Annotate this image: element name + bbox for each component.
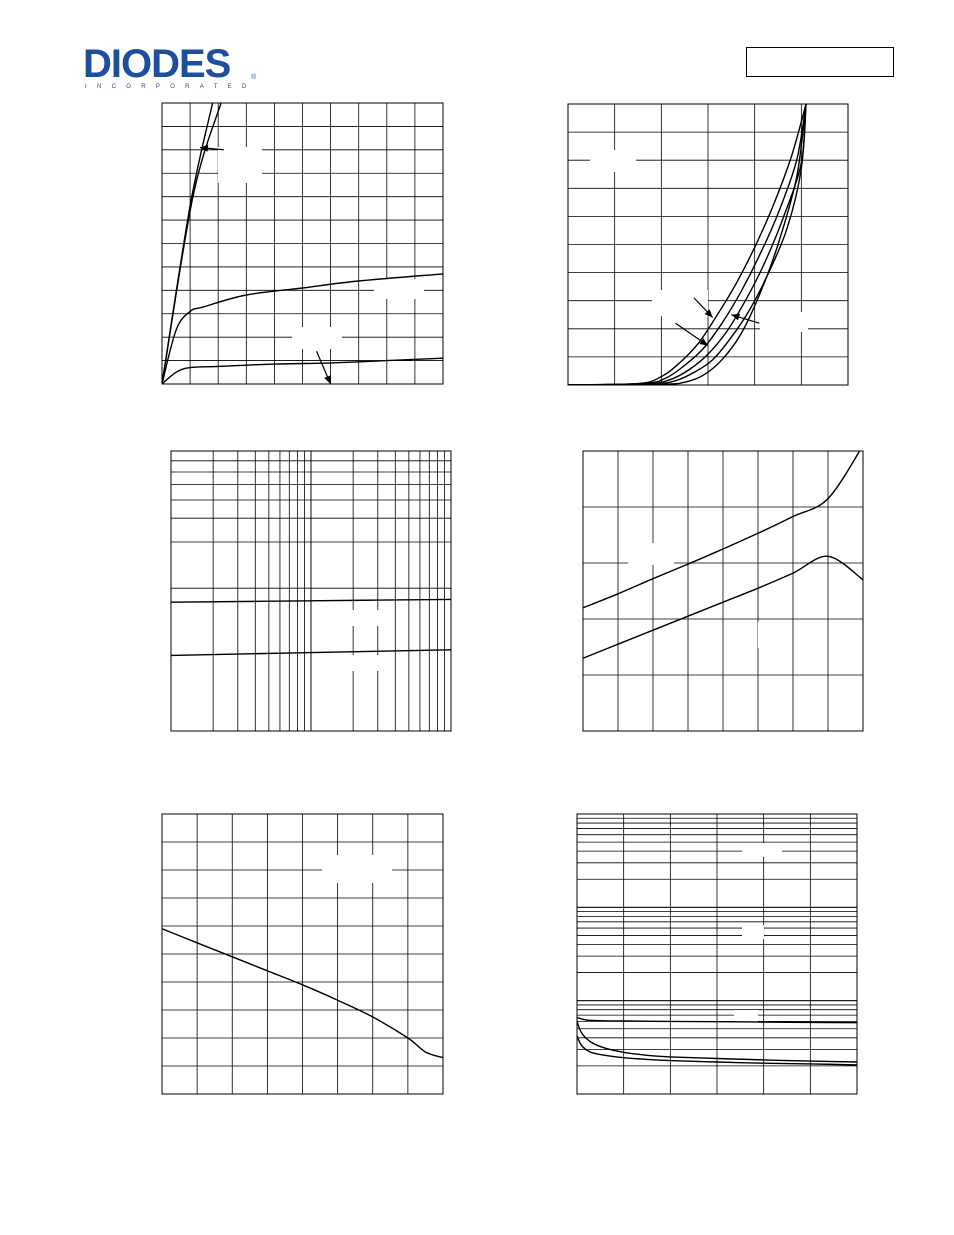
curve-label-area bbox=[352, 610, 380, 626]
curve-label-area bbox=[742, 925, 764, 939]
curve-label-area bbox=[218, 147, 262, 183]
curve-label-area bbox=[292, 327, 342, 349]
arrow-head bbox=[731, 314, 740, 321]
chart-5-grid bbox=[162, 814, 443, 1094]
chart-5 bbox=[162, 814, 443, 1094]
chart-6 bbox=[577, 814, 857, 1094]
curve-label-area bbox=[760, 312, 808, 332]
curve-label-area bbox=[322, 855, 392, 883]
curve-label-area bbox=[352, 655, 380, 671]
chart-3-grid bbox=[171, 451, 451, 731]
curve-label-area bbox=[628, 543, 674, 565]
curve-label-area bbox=[590, 150, 636, 172]
logo-tagline: INCORPORATED bbox=[85, 84, 257, 90]
curve-label-area bbox=[374, 279, 424, 299]
chart-4 bbox=[583, 445, 863, 731]
chart-3 bbox=[171, 451, 451, 731]
logo-registered-mark: ® bbox=[251, 74, 257, 81]
chart-1 bbox=[162, 103, 443, 384]
chart-2 bbox=[568, 104, 848, 385]
curve-label-area bbox=[742, 843, 782, 857]
curve-label-area bbox=[758, 622, 788, 648]
logo-wordmark: DIODES bbox=[83, 42, 231, 86]
